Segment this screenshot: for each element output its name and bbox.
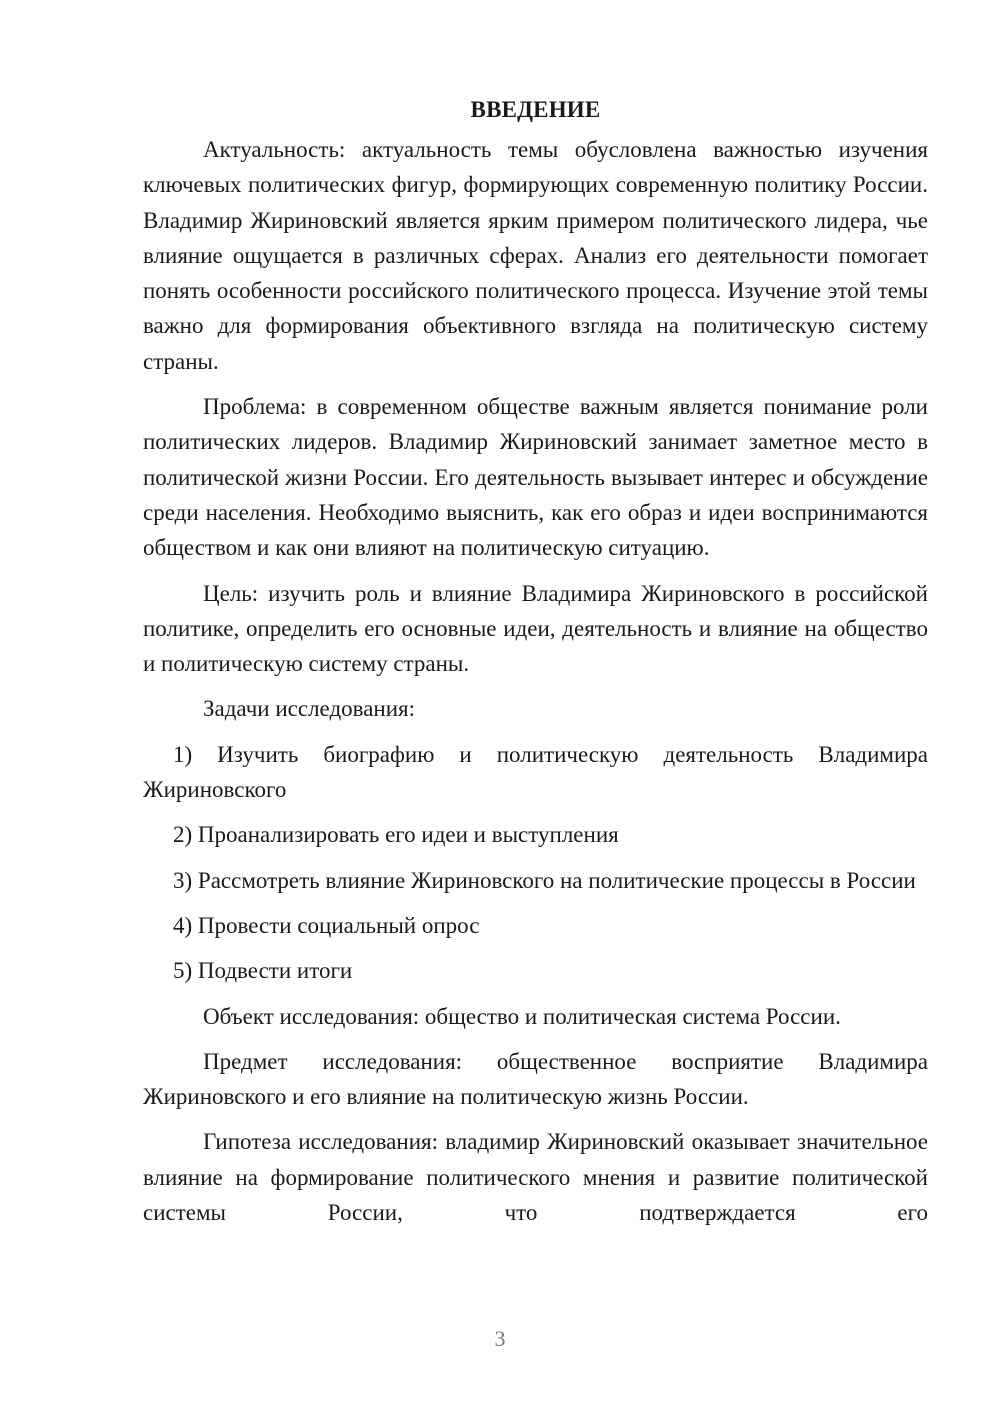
object-paragraph: Объект исследования: общество и политическая система России. xyxy=(203,1003,841,1029)
task-item: 1) Изучить биографию и политическую деятельность Владимира Жириновского xyxy=(143,741,928,803)
task-item: 4) Провести социальный опрос xyxy=(173,912,480,938)
relevance-paragraph: Актуальность: актуальность темы обусловлена важностью изучения ключевых политических фигур, формирующих современную политику России. Владимир Жириновский является ярким примером политического лидера, чье влияние ощущается в различных сферах. Анализ его деятельности помогает понять особенности российского политического процесса. Изучение этой темы важно для формирования объективного взгляда на политическую систему страны. xyxy=(143,137,928,374)
hypothesis-paragraph: Гипотеза исследования: владимир Жириновский оказывает значительное влияние на формирование политического мнения и развитие политической системы России, что подтверждается его xyxy=(143,1129,928,1226)
task-item: 3) Рассмотреть влияние Жириновского на политические процессы в России xyxy=(173,867,916,893)
subject-paragraph: Предмет исследования: общественное восприятие Владимира Жириновского и его влияние на политическую жизнь России. xyxy=(143,1048,928,1110)
document-page xyxy=(143,92,928,1240)
task-item: 5) Подвести итоги xyxy=(173,958,353,984)
problem-paragraph: Проблема: в современном обществе важным является понимание роли политических лидеров. Владимир Жириновский занимает заметное место в политической жизни России. Его деятельность вызывает интерес и обсуждение среди населения. Необходимо выяснить, как его образ и идеи воспринимаются обществом и как они влияют на политическую ситуацию. xyxy=(143,394,928,561)
task-item: 2) Проанализировать его идеи и выступления xyxy=(173,822,619,848)
section-title: ВВЕДЕНИЕ xyxy=(470,97,601,122)
page-number: 3 xyxy=(494,1326,506,1351)
tasks-list xyxy=(143,737,928,989)
goal-paragraph: Цель: изучить роль и влияние Владимира Жириновского в российской политике, определить его основные идеи, деятельность и влияние на общество и политическую систему страны. xyxy=(143,580,928,677)
tasks-heading: Задачи исследования: xyxy=(203,696,416,722)
